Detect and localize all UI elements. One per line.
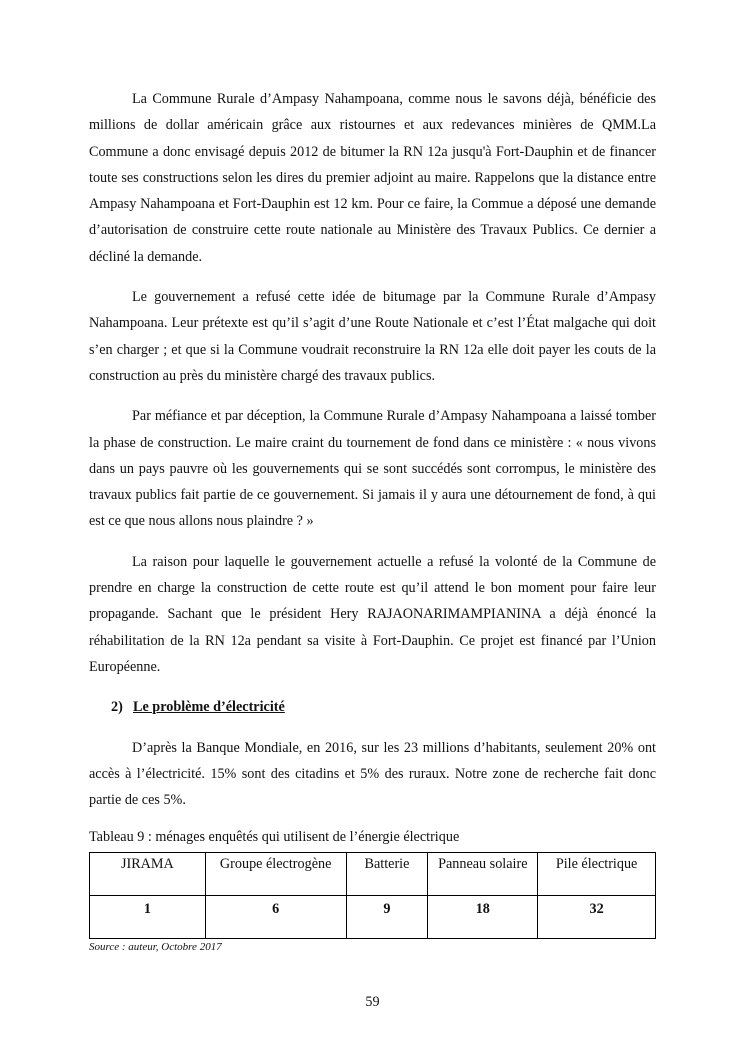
paragraph: D’après la Banque Mondiale, en 2016, sur les 23 millions d’habitants, seulement 20% ont accès à l’électricité. 15% sont des citadins et 5% des ruraux. Notre zone de recherche fait donc partie de ces 5%. <box>89 739 656 809</box>
table-header-cell: JIRAMA <box>90 853 206 896</box>
page-content <box>89 86 656 953</box>
section-heading <box>89 694 656 720</box>
page-number: 59 <box>365 994 380 1010</box>
table-row <box>90 896 656 939</box>
table-cell: 9 <box>346 896 428 939</box>
table-cell: 18 <box>428 896 538 939</box>
table-source: Source : auteur, Octobre 2017 <box>89 941 222 954</box>
table-cell: 6 <box>205 896 346 939</box>
data-table <box>89 852 656 939</box>
paragraph: La Commune Rurale d’Ampasy Nahampoana, comme nous le savons déjà, bénéficie des millions de dollar américain grâce aux ristournes et aux redevances minières de QMM.La Commune a donc envisagé depuis 2012 de bitumer la RN 12a jusqu'à Fort-Dauphin et de financer toute ses constructions selon les dires du premier adjoint au maire. Rappelons que la distance entre Ampasy Nahampoana et Fort-Dauphin est 12 km. Pour ce faire, la Commue a déposé une demande d’autorisation de construire cette route nationale au Ministère des Travaux Publics. Ce dernier a décliné la demande. <box>89 91 656 265</box>
table-cell: 1 <box>90 896 206 939</box>
table-header-cell: Pile électrique <box>538 853 656 896</box>
table-header-cell: Panneau solaire <box>428 853 538 896</box>
paragraph: La raison pour laquelle le gouvernement actuelle a refusé la volonté de la Commune de prendre en charge la construction de cette route est qu’il attend le bon moment pour faire leur propagande. Sachant que le président Hery RAJAONARIMAMPIANINA a déjà énoncé la réhabilitation de la RN 12a pendant sa visite à Fort-Dauphin. Ce projet est financé par l’Union Européenne. <box>89 553 656 675</box>
table-cell: 32 <box>538 896 656 939</box>
section-number: 2) <box>111 699 123 716</box>
section-title: Le problème d’électricité <box>133 699 285 716</box>
table-caption: Tableau 9 : ménages enquêtés qui utilisent de l’énergie électrique <box>89 829 460 846</box>
table-header-cell: Groupe électrogène <box>205 853 346 896</box>
paragraph: Le gouvernement a refusé cette idée de bitumage par la Commune Rurale d’Ampasy Nahampoana. Leur prétexte est qu’il s’agit d’une Route Nationale et c’est l’État malgache qui doit s’en charger ; et que si la Commune voudrait reconstruire la RN 12a elle doit payer les couts de la construction au près du ministère chargé des travaux publics. <box>89 289 656 384</box>
paragraph: Par méfiance et par déception, la Commune Rurale d’Ampasy Nahampoana a laissé tomber la phase de construction. Le maire craint du tournement de fond dans ce ministère : « nous vivons dans un pays pauvre où les gouvernements qui se sont succédés sont corrompus, le ministère des travaux publics fait partie de ce gouvernement. Si jamais il y aura une détournement de fond, à qui est ce que nous allons nous plaindre ? » <box>89 408 656 530</box>
table-header-cell: Batterie <box>346 853 428 896</box>
table-header-row <box>90 853 656 896</box>
